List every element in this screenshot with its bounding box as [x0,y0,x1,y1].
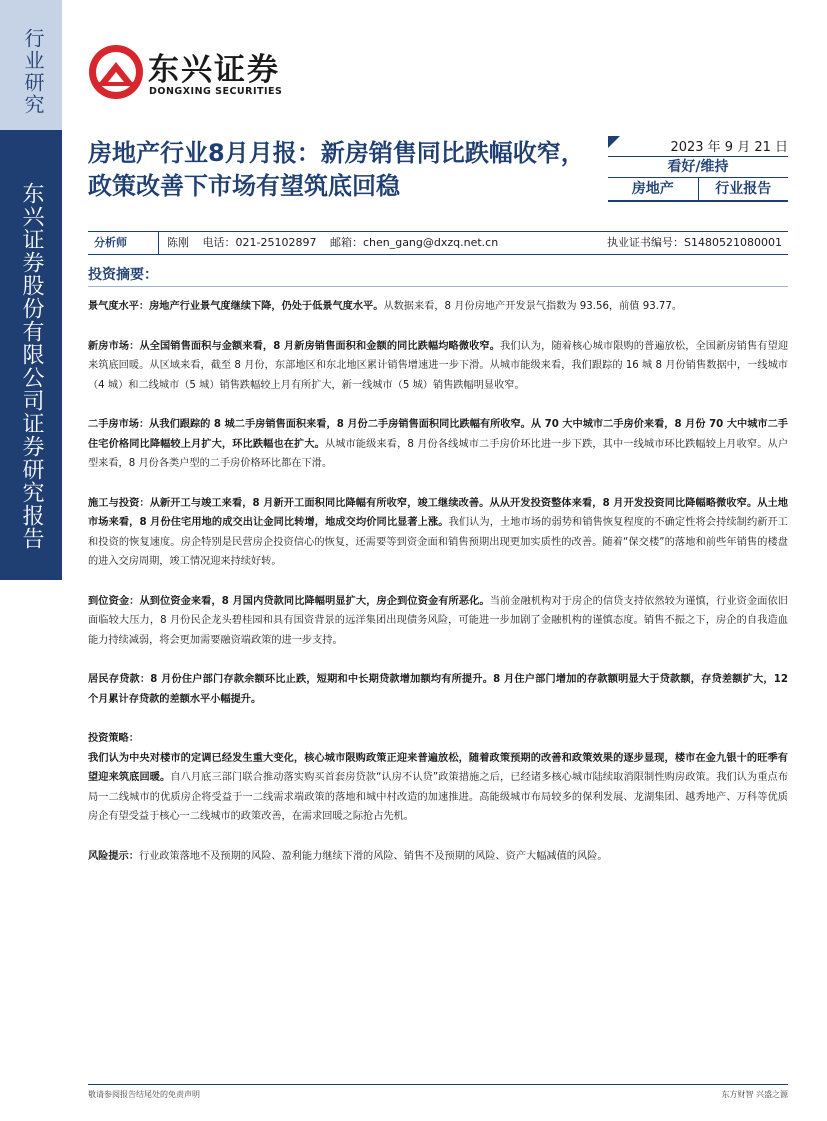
sidebar-company: 东兴证券股份有限公司证券研究报告 [19,182,44,550]
paragraph-body: 当前金融机构对于房企的信贷支持依然较为谨慎，行业资金面依旧面临较大压力，8 月份民企龙头碧桂园和具有国资背景的远洋集团出现债务风险，可能进一步加剧了金融机构的谨慎态度。销售不振之下，房企的自我造血能力持续减弱，将会更加需要融资端政策的进一步支持。 [88,595,788,646]
paragraph-risk [88,847,788,867]
tags-row [608,178,788,202]
paragraph-body: 我们认为，随着核心城市限购的普遍放松，全国新房销售有望迎来筑底回暖。从区域来看，截至 8 月份，东部地区和东北地区累计销售增速进一步下滑。从城市能级来看，我们跟踪的 16 城 8 月份销售数据中，一线城市（4 城）和二线城市（5 城）销售跌幅较上月有所扩大，新一线城市（5 城）销售跌幅明显收窄。 [88,340,789,391]
report-date: 2023 年 9 月 21 日 [670,140,788,155]
footer-disclaimer[interactable]: 敬请参阅报告结尾处的免责声明 [88,1090,200,1099]
footer-divider [88,1084,788,1085]
logo-icon [88,44,144,100]
company-logo [88,42,318,102]
paragraph-lead: 我们认为中央对楼市的定调已经发生重大变化，核心城市限购政策正迎来普遍放松，随着政策预期的改善和政策效果的逐步显现，楼市在金九银十的旺季有望迎来筑底回暖。 [88,752,788,783]
analyst-label: 分析师 [88,232,159,254]
sidebar-category: 行业研究 [21,28,45,116]
logo-name-cn: 东兴证券 [148,52,280,88]
analyst-info [159,232,607,254]
strategy-heading: 投资策略： [88,733,139,744]
paragraph-lead: 新房市场：从全国销售面积与金额来看，8 月新房销售面积和金额的同比跌幅均略微收窄。 [88,340,501,352]
paragraph-body: 自八月底三部门联合推动落实购买首套房贷款“认房不认贷”政策措施之后，已经诸多核心城市陆续取消限制性购房政策。我们认为重点布局一二线城市的优质房企将受益于一二线需求端政策的落地和城中村改造的加速推进。高能级城市布局较多的保利发展、龙湖集团、越秀地产、万科等优质房企有望受益于核心一二线城市的政策改善，在需求回暖之际抢占先机。 [88,772,788,822]
sidebar [0,0,62,1121]
summary-heading: 投资摘要： [88,264,788,287]
report-meta-box [608,136,788,202]
analyst-cert: 执业证书编号：S1480521080001 [607,236,782,249]
paragraph-second-hand [88,415,788,474]
sidebar-company-block [0,130,62,580]
paragraph-new-homes [88,337,788,396]
analyst-name: 陈刚 [167,236,189,249]
paragraph-lead: 风险提示： [88,850,139,862]
paragraph-body: 行业政策落地不及预期的风险、盈利能力继续下滑的风险、销售不及预期的风险、资产大幅减值的风险。 [138,850,608,862]
paragraph-prosperity [88,297,788,317]
paragraph-lead: 到位资金：从到位资金来看，8 月国内贷款同比降幅明显扩大，房企到位资金有所恶化。 [88,595,490,607]
paragraph-lead: 二手房市场：从我们跟踪的 8 城二手房销售面积来看，8 月份二手房销售面积同比跌幅有所收窄。从 70 大中城市二手房价来看，8 月份 70 大中城市二手住宅价格同比降幅较上月扩大，环比跌幅也在扩大。 [88,419,788,450]
industry-tag: 房地产 [631,181,674,197]
corner-triangle-icon [608,136,620,148]
paragraph-lead: 居民存贷款：8 月份住户部门存款余额环比止跌，短期和中长期贷款增加额均有所提升。8 月住户部门增加的存款额明显大于贷款额，存贷差额扩大，12 个月累计存贷款的差额水平小幅提升。 [88,674,788,705]
footer-slogan: 东方财智 兴盛之源 [721,1090,788,1099]
paragraph-funding [88,592,788,651]
paragraph-body: 从数据来看，8 月份房地产开发景气指数为 93.56，前值 93.77。 [383,301,683,312]
report-title: 房地产行业8月月报：新房销售同比跌幅收窄，政策改善下市场有望筑底回稳 [88,139,585,200]
analyst-phone: 电话：021-25102897 [202,236,317,249]
sidebar-category-block [0,0,62,130]
analyst-row [88,231,788,255]
paragraph-deposits [88,670,788,709]
report-date-row [608,136,788,157]
paragraph-body: 从城市能级来看，8 月份各线城市二手房价环比进一步下跌，其中一线城市环比跌幅较上月收窄。从户型来看，8 月份各类户型的二手房价格环比都在下滑。 [88,438,789,469]
paragraph-lead: 施工与投资：从新开工与竣工来看，8 月新开工面积同比降幅有所收窄，竣工继续改善。从从开发投资整体来看，8 月开发投资同比降幅略微收窄。从土地市场来看，8 月份住宅用地的成交出让金同比转增，地成交均价同比显著上涨。 [88,497,788,528]
paragraph-body: 我们认为，土地市场的弱势和销售恢复程度的不确定性将会持续制约新开工和投资的恢复速度。房企特别是民营房企投资信心的恢复，还需要等到资金面和销售预期出现更加实质性的改善。随着“保交楼”的落地和前些年销售的楼盘的进入交房周期，竣工情况迎来持续好转。 [88,517,788,567]
logo-name-en: DONGXING SECURITIES [149,86,283,97]
summary-content [88,264,788,866]
analyst-email[interactable]: 邮箱：chen_gang@dxzq.net.cn [329,236,499,249]
paragraph-construction [88,494,788,572]
paragraph-strategy [88,749,788,827]
rating: 看好/维持 [608,157,788,178]
paragraph-lead: 景气度水平：房地产行业景气度继续下降，仍处于低景气度水平。 [88,301,384,312]
report-type-tag: 行业报告 [698,178,789,200]
